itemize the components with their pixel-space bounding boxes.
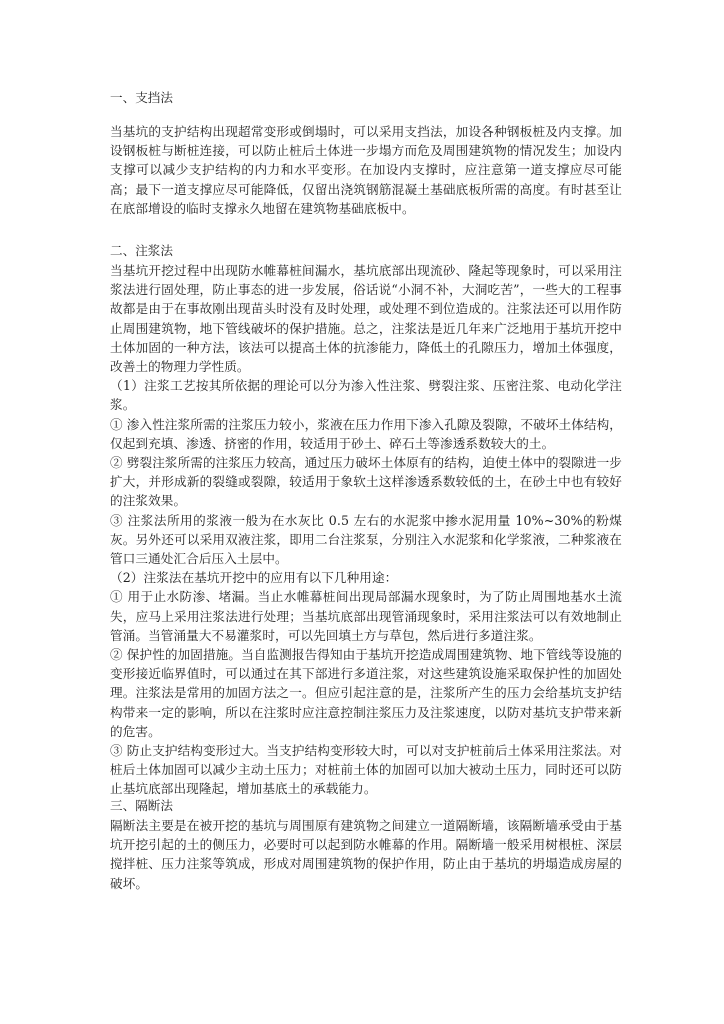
paragraph: ③ 注浆法所用的浆液一般为在水灰比 0.5 左右的水泥浆中掺水泥用量 10%~30%的粉煤灰。另外还可以采用双液注浆，即用二台注浆泵，分别注入水泥浆和化学浆液，二种浆液在管口三通处汇合后压入土层中。 xyxy=(110,512,622,567)
spacer xyxy=(110,108,622,122)
paragraph: 当基坑开挖过程中出现防水帷幕桩间漏水，基坑底部出现流砂、隆起等现象时，可以采用注浆法进行固处理，防止事态的进一步发展，俗话说“小洞不补，大洞吃苦”，一些大的工程事故都是由于在事故刚出现苗头时没有及时处理，或处理不到位造成的。注浆法还可以用作防止周围建筑物，地下管线破坏的保护措施。总之，注浆法是近几年来广泛地用于基坑开挖中土体加固的一种方法，该法可以提高土体的抗渗能力，降低土的孔隙压力，增加土体强度，改善土的物理力学性质。 xyxy=(110,263,622,375)
paragraph: （2）注浆法在基坑开挖中的应用有以下几种用途： xyxy=(110,570,398,586)
section-heading: 三、隔断法 xyxy=(110,798,173,813)
section-heading: 一、支挡法 xyxy=(110,90,173,105)
paragraph: 隔断法主要是在被开挖的基坑与周围原有建筑物之间建立一道隔断墙，该隔断墙承受由于基坑开挖引起的土的侧压力，必要时可以起到防水帷幕的作用。隔断墙一般采用树根桩、深层搅拌桩、压力注浆等筑成，形成对周围建筑物的保护作用，防止由于基坑的坍塌造成房屋的破坏。 xyxy=(110,818,622,891)
section-grouting-method xyxy=(110,241,622,799)
paragraph: （1）注浆工艺按其所依据的理论可以分为渗入性注浆、劈裂注浆、压密注浆、电动化学注浆。 xyxy=(110,378,622,413)
paragraph: ② 劈裂注浆所需的注浆压力较高，通过压力破坏土体原有的结构，迫使土体中的裂隙进一步扩大，并形成新的裂缝或裂隙，较适用于象软土这样渗透系数较低的土，在砂土中也有较好的注浆效果。 xyxy=(110,455,622,509)
section-isolation-method xyxy=(110,796,622,893)
paragraph: ③ 防止支护结构变形过大。当支护结构变形较大时，可以对支护桩前后土体采用注浆法。对桩后土体加固可以减少主动土压力；对桩前土体的加固可以加大被动土压力，同时还可以防止基坑底部出现隆起，增加基底土的承载能力。 xyxy=(110,743,622,797)
paragraph: ① 用于止水防渗、堵漏。当止水帷幕桩间出现局部漏水现象时，为了防止周围地基水土流失，应马上采用注浆法进行处理；当基坑底部出现管涌现象时，采用注浆法可以有效地制止管涌。当管涌量大不易灌浆时，可以先回填土方与草包，然后进行多道注浆。 xyxy=(110,589,622,643)
paragraph: ① 渗入性注浆所需的注浆压力较小，浆液在压力作用下渗入孔隙及裂隙，不破坏土体结构，仅起到充填、渗透、挤密的作用，较适用于砂土、碎石土等渗透系数较大的土。 xyxy=(110,416,622,451)
section-support-method xyxy=(110,88,622,218)
paragraph: 当基坑的支护结构出现超常变形或倒塌时，可以采用支挡法，加设各种钢板桩及内支撑。加设钢板桩与断桩连接，可以防止桩后土体进一步塌方而危及周围建筑物的情况发生；加设内支撑可以减少支护结构的内力和水平变形。在加设内支撑时，应注意第一道支撑应尽可能高；最下一道支撑应尽可能降低，仅留出浇筑钢筋混凝土基础底板所需的高度。有时甚至让在底部增设的临时支撑永久地留在建筑物基础底板中。 xyxy=(110,124,622,216)
section-heading: 二、注浆法 xyxy=(110,243,173,258)
paragraph: ② 保护性的加固措施。当自监测报告得知由于基坑开挖造成周围建筑物、地下管线等设施的变形接近临界值时，可以通过在其下部进行多道注浆，对这些建筑设施采取保护性的加固处理。注浆法是常用的加固方法之一。但应引起注意的是，注浆所产生的压力会给基坑支护结构带来一定的影响，所以在注浆时应注意控制注浆压力及注浆速度，以防对基坑支护带来新的危害。 xyxy=(110,647,622,739)
